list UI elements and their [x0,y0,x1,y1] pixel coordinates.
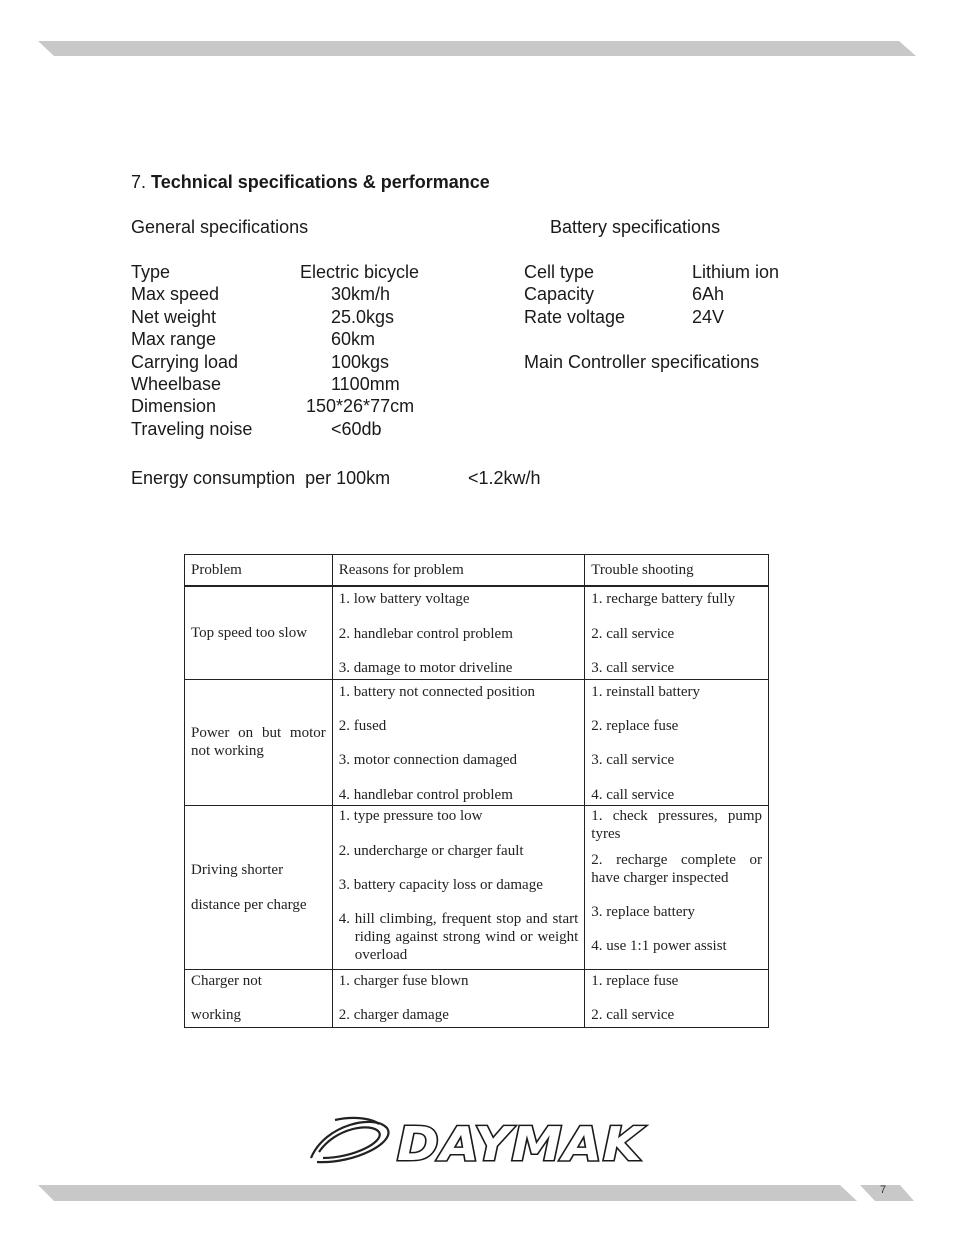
spec-label-traveling-noise: Traveling noise [131,419,253,439]
reason-item: 1. charger fuse blown [338,972,469,989]
spec-value-net-weight: 25.0kgs [331,307,395,327]
spec-label-dimension: Dimension [131,396,217,416]
spec-value-dimension: 150*26*77cm [306,396,415,416]
fix-item: 2. call service [591,626,675,642]
problem-text: Top speed too slow [191,624,308,641]
troubleshooting-table [184,554,769,1028]
reason-item: 1. type pressure too low [338,807,483,824]
fix-item: 3. replace battery [591,903,695,920]
top-decorative-bar [0,0,954,60]
spec-label-max-speed: Max speed [131,284,220,304]
section-number: 7. [131,172,147,192]
spec-value-type: Electric bicycle [300,262,420,282]
battery-value-cell-type: Lithium ion [692,262,780,282]
problem-text: Charger not [191,972,262,989]
reason-item: 4. hill climbing, frequent stop and start riding against strong wind or weight overload [338,910,579,963]
fix-item: 1. recharge battery fully [591,591,736,607]
general-spec-heading: General specifications [131,217,309,237]
fix-item: 4. call service [591,786,675,803]
problem-cell [185,805,333,969]
reason-item: 3. motor connection damaged [338,751,518,768]
fix-item: 3. call service [591,660,675,676]
battery-label-rate-voltage: Rate voltage [524,307,626,327]
brand-wordmark: DAYMAK [397,1117,646,1168]
header-trouble-shooting: Trouble shooting [585,555,769,587]
spec-value-max-speed: 30km/h [331,284,391,304]
reason-item: 1. low battery voltage [338,591,470,607]
fix-item: 2. recharge complete or have charger inspected [591,851,762,886]
reason-item: 3. battery capacity loss or damage [338,876,543,893]
table-header-row [185,555,769,587]
battery-value-capacity: 6Ah [692,284,725,304]
spec-value-max-range: 60km [331,329,376,349]
controller-spec-heading: Main Controller specifications [524,352,760,372]
reason-item: 3. damage to motor driveline [338,660,513,676]
problem-cell [185,586,333,679]
fix-item: 2. replace fuse [591,717,679,734]
problem-text: Power on but motor not working [191,725,326,759]
spec-label-wheelbase: Wheelbase [131,374,222,394]
fix-item: 1. replace fuse [591,972,679,989]
problem-cell [185,969,333,1027]
fixes-cell [585,586,769,679]
battery-label-cell-type: Cell type [524,262,595,282]
reason-item: 2. handlebar control problem [338,626,513,642]
fix-item: 3. call service [591,751,675,768]
reasons-cell [332,805,585,969]
spec-label-max-range: Max range [131,329,217,349]
spec-value-wheelbase: 1100mm [331,374,400,394]
reason-item: 2. undercharge or charger fault [338,842,524,859]
energy-consumption-label: Energy consumption per 100km [131,468,391,488]
problem-text: working [191,1006,241,1023]
reasons-cell [332,679,585,805]
spec-label-net-weight: Net weight [131,307,217,327]
fixes-cell [585,679,769,805]
energy-consumption-value: <1.2kw/h [468,468,541,488]
table-row [185,679,769,805]
problem-text: Driving shorter [191,861,284,878]
swoosh-icon [311,1118,388,1162]
reason-item: 1. battery not connected position [338,683,535,700]
reason-item: 2. fused [338,717,387,734]
table-row [185,805,769,969]
fix-item: 1. check pressures, pump tyres [591,807,762,842]
bottom-decorative-bar [0,1170,954,1210]
section-heading [131,171,490,193]
table-row [185,586,769,679]
problem-cell [185,679,333,805]
reasons-cell [332,586,585,679]
fix-item: 2. call service [591,1006,675,1023]
battery-spec-heading: Battery specifications [550,217,721,237]
table-row [185,969,769,1027]
battery-label-capacity: Capacity [524,284,595,304]
page-number: 7 [880,1184,887,1196]
battery-value-rate-voltage: 24V [692,307,725,327]
section-title: Technical specifications & performance [151,172,490,192]
spec-value-carrying-load: 100kgs [331,352,390,372]
reasons-cell [332,969,585,1027]
fixes-cell [585,969,769,1027]
daymak-logo [305,1112,650,1168]
fix-item: 1. reinstall battery [591,683,701,700]
reason-item: 4. handlebar control problem [338,786,513,803]
fixes-cell [585,805,769,969]
header-problem: Problem [185,555,333,587]
spec-label-type: Type [131,262,171,282]
fix-item: 4. use 1:1 power assist [591,937,727,954]
spec-label-carrying-load: Carrying load [131,352,239,372]
problem-text: distance per charge [191,896,307,913]
header-reasons: Reasons for problem [332,555,585,587]
reason-item: 2. charger damage [338,1006,449,1023]
spec-value-traveling-noise: <60db [331,419,382,439]
